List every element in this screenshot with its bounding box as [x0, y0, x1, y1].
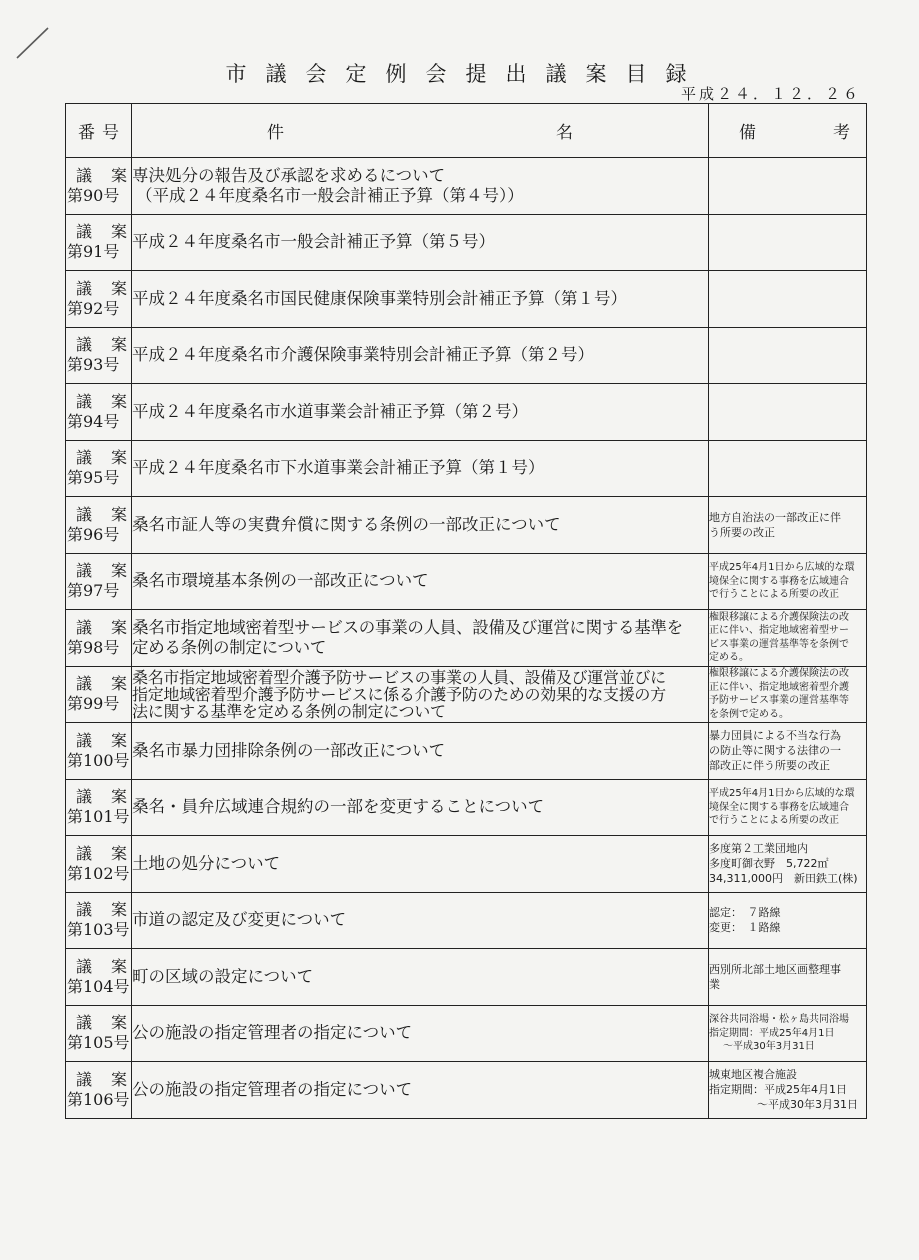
remarks-line: で行うことによる所要の改正 [709, 815, 839, 826]
bill-title-cell [132, 497, 709, 554]
bill-title-line: 平成２４年度桑名市国民健康保険事業特別会計補正予算（第１号） [132, 288, 627, 308]
bill-number: 第90号 [67, 185, 120, 205]
remarks-line: 業 [709, 977, 720, 991]
bill-number: 第105号 [67, 1033, 130, 1053]
remarks-line: 変更： １路線 [709, 921, 781, 935]
table-row [66, 723, 867, 780]
remarks-line: 認定： ７路線 [709, 906, 781, 920]
table-row [66, 836, 867, 893]
bill-number: 第101号 [67, 807, 130, 827]
bill-number-cell: 議 案 第93号 [66, 327, 132, 384]
remarks-cell [709, 1062, 867, 1119]
bill-title-line: 定める条例の制定について [132, 637, 327, 657]
bill-title-line: 桑名・員弁広域連合規約の一部を変更することについて [132, 797, 545, 817]
remarks-cell [709, 949, 867, 1006]
bill-title-cell [132, 892, 709, 949]
bill-title-line: 法に関する基準を定める条例の制定について [132, 701, 446, 721]
remarks-line: 正に伴い、指定地域密着型介護 [709, 681, 849, 693]
bill-title-cell [132, 779, 709, 836]
bill-number: 第97号 [67, 581, 120, 601]
remarks-line: 多度町御衣野 5,722㎡ [709, 857, 829, 871]
bill-number: 第99号 [67, 694, 120, 714]
bill-title-cell [132, 949, 709, 1006]
remarks-cell [709, 723, 867, 780]
bill-number-cell: 議 案 第100号 [66, 723, 132, 780]
remarks-line: 深谷共同浴場・松ヶ島共同浴場 [709, 1014, 849, 1025]
remarks-line: 平成25年4月1日から広域的な環 [709, 562, 855, 573]
bill-number-cell: 議 案 第96号 [66, 497, 132, 554]
bill-title-cell [132, 836, 709, 893]
bill-title-line: 市道の認定及び変更について [132, 910, 347, 930]
bill-title-line: 桑名市指定地域密着型介護予防サービスの事業の人員、設備及び運営並びに [132, 667, 666, 687]
remarks-cell [709, 271, 867, 328]
bill-number: 第104号 [67, 976, 130, 996]
bill-title-cell [132, 327, 709, 384]
bill-title-cell [132, 666, 709, 723]
bill-number-cell: 議 案 第92号 [66, 271, 132, 328]
remarks-line: 権限移譲による介護保険法の改 [709, 668, 849, 680]
table-row [66, 553, 867, 610]
bill-number: 第106号 [67, 1089, 130, 1109]
remarks-cell [709, 158, 867, 215]
bill-title-cell [132, 158, 709, 215]
remarks-line: を条例で定める。 [709, 708, 789, 720]
bill-number-cell: 議 案 第95号 [66, 440, 132, 497]
table-row [66, 497, 867, 554]
pen-stroke-mark [14, 22, 54, 62]
table-row [66, 892, 867, 949]
remarks-line: 34,311,000円 新田鉄工(株) [709, 872, 858, 886]
remarks-line: 地方自治法の一部改正に伴 [709, 510, 841, 524]
table-row [66, 1062, 867, 1119]
table-row [66, 214, 867, 271]
bill-number-cell: 議 案 第99号 [66, 666, 132, 723]
bill-number: 第96号 [67, 524, 120, 544]
bill-title-line: 専決処分の報告及び承認を求めるについて [132, 165, 446, 185]
remarks-line: う所要の改正 [709, 525, 775, 539]
remarks-line: で行うことによる所要の改正 [709, 589, 839, 600]
remarks-cell [709, 836, 867, 893]
table-row [66, 440, 867, 497]
remarks-line: ～平成30年3月31日 [723, 1041, 815, 1052]
table-row [66, 271, 867, 328]
bill-title-cell [132, 440, 709, 497]
bill-number: 第102号 [67, 863, 130, 883]
bill-title-line: 平成２４年度桑名市介護保険事業特別会計補正予算（第２号） [132, 345, 594, 365]
table-row [66, 327, 867, 384]
bill-number-cell: 議 案 第98号 [66, 610, 132, 667]
bill-number-cell: 議 案 第102号 [66, 836, 132, 893]
bill-number: 第100号 [67, 750, 130, 770]
remarks-line: ～平成30年3月31日 [757, 1098, 858, 1112]
header-number: 番 号 [66, 104, 132, 158]
document-title: 市議会定例会提出議案目録 [225, 62, 706, 86]
remarks-cell [709, 497, 867, 554]
bill-title-cell [132, 723, 709, 780]
bill-number: 第93号 [67, 355, 120, 375]
table-row [66, 384, 867, 441]
remarks-cell [709, 892, 867, 949]
header-row [66, 104, 867, 158]
bill-title-cell [132, 214, 709, 271]
remarks-cell [709, 610, 867, 667]
table-row [66, 949, 867, 1006]
bill-number-cell: 議 案 第105号 [66, 1005, 132, 1062]
bill-title-line: 土地の処分について [132, 853, 281, 873]
remarks-line: 境保全に関する事務を広域連合 [709, 575, 849, 587]
remarks-line: 暴力団員による不当な行為 [709, 729, 841, 743]
table-row [66, 779, 867, 836]
remarks-cell [709, 666, 867, 723]
remarks-line: 境保全に関する事務を広域連合 [709, 801, 849, 813]
bill-title-cell [132, 610, 709, 667]
bill-number-cell: 議 案 第94号 [66, 384, 132, 441]
bill-title-line: （平成２４年度桑名市一般会計補正予算（第４号）） [136, 185, 524, 205]
bill-number: 第98号 [67, 637, 120, 657]
remarks-line: 西別所北部土地区画整理事 [709, 962, 841, 976]
bill-title-line: 公の施設の指定管理者の指定について [132, 1079, 413, 1099]
remarks-line: 指定期間：平成25年4月1日 [709, 1083, 847, 1097]
bill-title-line: 桑名市証人等の実費弁償に関する条例の一部改正について [132, 514, 561, 534]
remarks-cell [709, 553, 867, 610]
table-row [66, 666, 867, 723]
bill-number-cell: 議 案 第106号 [66, 1062, 132, 1119]
remarks-cell [709, 779, 867, 836]
bill-title-line: 指定地域密着型介護予防サービスに係る介護予防のための効果的な支援の方 [132, 684, 666, 704]
bill-number-cell: 議 案 第91号 [66, 214, 132, 271]
table-row [66, 610, 867, 667]
bill-title-cell [132, 271, 709, 328]
remarks-line: 城東地区複合施設 [709, 1068, 797, 1082]
bill-title-cell [132, 553, 709, 610]
bill-title-line: 桑名市暴力団排除条例の一部改正について [132, 740, 446, 760]
bill-title-line: 桑名市環境基本条例の一部改正について [132, 571, 429, 591]
remarks-cell [709, 1005, 867, 1062]
bill-title-cell [132, 1005, 709, 1062]
remarks-line: 指定期間：平成25年4月1日 [709, 1027, 835, 1039]
table-row [66, 158, 867, 215]
bill-title-cell [132, 1062, 709, 1119]
header-name: 件 名 [132, 104, 709, 158]
bill-number-cell: 議 案 第103号 [66, 892, 132, 949]
bill-number-cell: 議 案 第90号 [66, 158, 132, 215]
bill-title-line: 桑名市指定地域密着型サービスの事業の人員、設備及び運営に関する基準を [132, 617, 683, 637]
bill-title-line: 平成２４年度桑名市下水道事業会計補正予算（第１号） [132, 458, 545, 478]
bill-title-line: 町の区域の設定について [132, 966, 314, 986]
bill-title-line: 平成２４年度桑名市水道事業会計補正予算（第２号） [132, 401, 528, 421]
remarks-line: ビス事業の運営基準等を条例で [709, 638, 849, 650]
bill-number: 第103号 [67, 920, 130, 940]
remarks-line: 予防サービス事業の運営基準等 [709, 695, 849, 707]
remarks-line: 平成25年4月1日から広域的な環 [709, 788, 855, 799]
remarks-line: 定める。 [709, 652, 749, 664]
remarks-line: の防止等に関する法律の一 [709, 744, 841, 758]
bill-number-cell: 議 案 第101号 [66, 779, 132, 836]
header-remarks: 備 考 [709, 104, 867, 158]
bill-title-line: 平成２４年度桑名市一般会計補正予算（第５号） [132, 232, 495, 252]
bill-number-cell: 議 案 第104号 [66, 949, 132, 1006]
remarks-line: 部改正に伴う所要の改正 [709, 759, 830, 773]
remarks-cell [709, 440, 867, 497]
remarks-cell [709, 384, 867, 441]
remarks-line: 多度第２工業団地内 [709, 842, 808, 856]
bill-number: 第95号 [67, 468, 120, 488]
remarks-cell [709, 327, 867, 384]
bill-number: 第91号 [67, 242, 120, 262]
bill-title-cell [132, 384, 709, 441]
bill-number: 第94号 [67, 411, 120, 431]
bill-title-line: 公の施設の指定管理者の指定について [132, 1023, 413, 1043]
remarks-line: 権限移譲による介護保険法の改 [709, 611, 849, 623]
table-row [66, 1005, 867, 1062]
document-date: 平成２４．１２．２６ [680, 85, 861, 103]
remarks-line: 正に伴い、指定地域密着型サー [709, 625, 849, 637]
bill-number: 第92号 [67, 298, 120, 318]
bill-number-cell: 議 案 第97号 [66, 553, 132, 610]
remarks-cell [709, 214, 867, 271]
agenda-table [65, 103, 867, 1119]
